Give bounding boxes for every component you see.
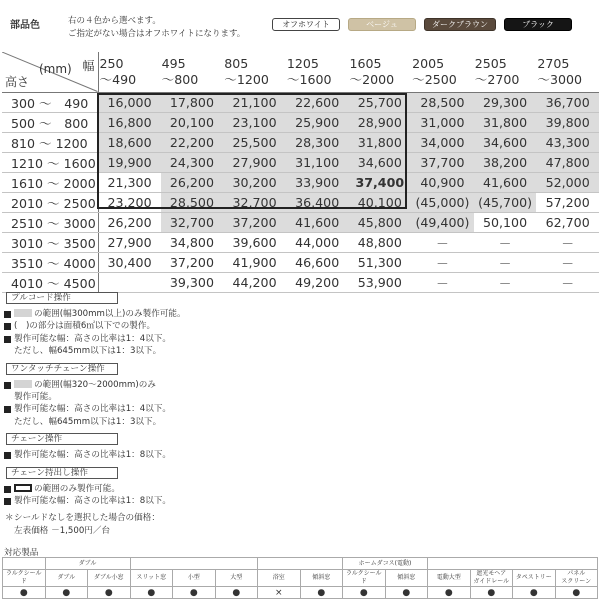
note-line: 製作可能。 [14,392,57,403]
price-cell: 23,100 [223,112,286,132]
compat-mark: ● [300,587,343,599]
compat-mark: ● [428,587,471,599]
color-note [68,15,245,41]
price-cell: 45,800 [349,212,412,232]
compat-mark: ● [88,587,131,599]
price-cell: 48,800 [349,232,412,252]
note-line: 製作可能な幅：高さの比率は1：8以下。 [4,495,564,507]
price-cell: － [536,252,599,272]
compat-product-header: 浴室 [258,570,301,587]
price-cell: 29,300 [474,92,537,112]
price-cell: 17,800 [161,92,224,112]
price-cell: 18,600 [98,132,161,152]
notes-section [4,292,564,537]
color-swatch-beige[interactable]: ベージュ [348,18,416,31]
chain-heading: チェーン操作 [6,433,118,445]
price-cell: 49,200 [286,272,349,292]
price-cell: 22,600 [286,92,349,112]
table-row [2,232,599,252]
price-cell: 32,700 [161,212,224,232]
gray-range-sample-icon [14,380,32,388]
price-cell: 23,200 [98,192,161,212]
price-cell: － [411,252,474,272]
note-line: ( )の部分は面積6㎡以下での製作。 [4,320,564,332]
price-cell: 40,900 [411,172,474,192]
compat-products-title: 対応製品 [4,548,39,558]
price-cell: 33,900 [286,172,349,192]
price-cell: (45,000) [411,192,474,212]
square-bullet-icon [4,452,11,459]
height-row-label: 2010 ～ 2500 [2,192,98,212]
compat-products-table [2,557,598,599]
price-cell: (49,400) [411,212,474,232]
price-cell: 36,400 [286,192,349,212]
price-cell: 41,900 [223,252,286,272]
price-cell: 28,300 [286,132,349,152]
price-cell: 47,800 [536,152,599,172]
width-column-header: 2005 ～2500 [411,52,474,92]
table-row [2,112,599,132]
color-note-line2: ご指定がない場合はオフホワイトになります。 [68,29,246,39]
price-cell: 22,200 [161,132,224,152]
compat-group-header [428,558,598,570]
height-row-label: 300 ～ 490 [2,92,98,112]
price-cell: 21,100 [223,92,286,112]
price-cell: 19,900 [98,152,161,172]
height-row-label: 500 ～ 800 [2,112,98,132]
note-line: 製作可能な幅：高さの比率は1：8以下。 [4,449,564,461]
compat-mark: ● [470,587,513,599]
table-row [2,272,599,292]
price-cell: 30,400 [98,252,161,272]
note-line: 製作可能な幅：高さの比率は1：4以下。 [4,333,564,345]
compat-mark: ● [385,587,428,599]
price-cell: 50,100 [474,212,537,232]
price-cell: 39,600 [223,232,286,252]
price-cell: － [474,272,537,292]
price-cell: 28,500 [411,92,474,112]
price-cell: (45,700) [474,192,537,212]
price-cell: 46,600 [286,252,349,272]
color-section-title: 部品色 [10,20,40,31]
compat-product-header: タペストリー [513,570,556,587]
square-bullet-icon [4,486,11,493]
price-cell: 37,200 [161,252,224,272]
price-cell: － [536,272,599,292]
price-cell: 25,700 [349,92,412,112]
price-cell: 32,700 [223,192,286,212]
price-cell: － [536,232,599,252]
price-table [2,52,599,293]
height-row-label: 3510 ～ 4000 [2,252,98,272]
price-cell: 44,200 [223,272,286,292]
height-row-label: 1210 ～ 1600 [2,152,98,172]
price-cell: 34,000 [411,132,474,152]
compat-product-header: ラルクシールド [343,570,386,587]
compat-mark: × [258,587,301,599]
compat-product-header: 傾斜窓 [300,570,343,587]
compat-header-row [3,570,598,587]
table-row [2,212,599,232]
price-cell: 26,200 [98,212,161,232]
square-bullet-icon [4,498,11,505]
price-cell: 16,800 [98,112,161,132]
compat-mark: ● [45,587,88,599]
price-cell: 27,900 [98,232,161,252]
table-row [2,172,599,192]
price-cell: 34,600 [349,152,412,172]
gray-range-sample-icon [14,309,32,317]
square-bullet-icon [4,406,11,413]
pull-cord-heading: プルコード操作 [6,292,118,304]
price-cell: 24,300 [161,152,224,172]
compat-mark: ● [173,587,216,599]
unit-label: (mm) [39,62,72,76]
price-cell: 31,000 [411,112,474,132]
price-cell: 40,100 [349,192,412,212]
height-row-label: 3010 ～ 3500 [2,232,98,252]
price-cell: 57,200 [536,192,599,212]
compat-marks-row [3,587,598,599]
asterisk-icon: ＊ [5,513,14,524]
color-swatch-off-white[interactable]: オフホワイト [272,18,340,31]
price-cell: 36,700 [536,92,599,112]
price-cell: 34,600 [474,132,537,152]
width-column-header: 805 ～1200 [223,52,286,92]
square-bullet-icon [4,382,11,389]
table-row [2,152,599,172]
price-cell: 34,800 [161,232,224,252]
width-column-header: 2705 ～3000 [536,52,599,92]
note-line: の範囲のみ製作可能。 [4,483,564,495]
price-cell: 41,600 [474,172,537,192]
table-row [2,132,599,152]
price-cell: 27,900 [223,152,286,172]
width-column-header: 495 ～800 [161,52,224,92]
color-swatch-black[interactable]: ブラック [504,18,572,31]
compat-group-header [258,558,343,570]
compat-product-header: パネル スクリーン [555,570,598,587]
height-row-label: 810 ～ 1200 [2,132,98,152]
price-cell: 62,700 [536,212,599,232]
compat-product-header: スリット窓 [130,570,173,587]
price-cell: 37,200 [223,212,286,232]
compat-group-header [3,558,46,570]
price-cell: 28,500 [161,192,224,212]
compat-product-header: 大型 [215,570,258,587]
width-column-header: 250 ～490 [98,52,161,92]
price-cell: 53,900 [349,272,412,292]
table-row [2,192,599,212]
compat-product-header: 遮光モヘア ガイドレール [470,570,513,587]
compat-product-header: ラルクシールド [3,570,46,587]
price-cell: － [474,252,537,272]
compat-product-header: ダブル小窓 [88,570,131,587]
price-cell: 37,700 [411,152,474,172]
price-cell: 52,000 [536,172,599,192]
price-cell: 39,800 [536,112,599,132]
price-cell: 30,200 [223,172,286,192]
color-options-section [10,14,590,46]
width-column-header: 1205 ～1600 [286,52,349,92]
square-bullet-icon [4,311,11,318]
price-cell: 51,300 [349,252,412,272]
chain-lift-heading: チェーン持出し操作 [6,467,118,479]
note-line: ただし、幅645mm以下は1：3以下。 [14,346,162,357]
note-line: の範囲(幅300mm以上)のみ製作可能。 [4,308,564,320]
price-cell: 39,300 [161,272,224,292]
compat-mark: ● [215,587,258,599]
width-column-header: 2505 ～2700 [474,52,537,92]
one-touch-chain-heading: ワンタッチチェーン操作 [6,363,118,375]
compat-group-header-row [3,558,598,570]
compat-product-header: 電動大型 [428,570,471,587]
price-cell: 26,200 [161,172,224,192]
compat-product-header: ダブル [45,570,88,587]
note-line: の範囲(幅320～2000mm)のみ [4,379,564,391]
price-cell: － [474,232,537,252]
height-row-label: 2510 ～ 3000 [2,212,98,232]
compat-group-header: ホームダコス(電動) [343,558,428,570]
height-axis-label: 高さ [5,74,30,89]
price-cell [98,272,161,292]
price-cell: 28,900 [349,112,412,132]
compat-group-header: ダブル [45,558,130,570]
square-bullet-icon [4,336,11,343]
square-bullet-icon [4,323,11,330]
compat-mark: ● [555,587,598,599]
compat-mark: ● [3,587,46,599]
price-cell: 43,300 [536,132,599,152]
compat-mark: ● [130,587,173,599]
color-swatch-dark-brown[interactable]: ダークブラウン [424,18,496,31]
price-cell: － [411,272,474,292]
price-cell: 21,300 [98,172,161,192]
height-row-label: 4010 ～ 4500 [2,272,98,292]
price-cell: 25,500 [223,132,286,152]
price-cell: 31,800 [474,112,537,132]
price-cell: 25,900 [286,112,349,132]
outlined-range-sample-icon [14,484,32,492]
compat-mark: ● [343,587,386,599]
width-column-header: 1605 ～2000 [349,52,412,92]
compat-product-header: 小型 [173,570,216,587]
price-cell: 20,100 [161,112,224,132]
note-line: 左表価格 －1,500円／台 [14,525,111,536]
price-cell: 38,200 [474,152,537,172]
price-cell: 31,100 [286,152,349,172]
table-row [2,252,599,272]
price-cell: 16,000 [98,92,161,112]
compat-mark: ● [513,587,556,599]
price-cell: 44,000 [286,232,349,252]
price-table-header-row [2,52,599,92]
height-row-label: 1610 ～ 2000 [2,172,98,192]
compat-group-header [130,558,258,570]
price-cell: 41,600 [286,212,349,232]
price-cell: － [411,232,474,252]
compat-product-header: 傾斜窓 [385,570,428,587]
color-note-line1: 右の４色から選べます。 [68,16,161,26]
price-cell-highlight: 37,400 [349,172,412,192]
width-axis-label: 幅 [82,59,95,73]
note-line: ＊ シールドなしを選択した場合の価格： [5,513,160,524]
price-cell: 31,800 [349,132,412,152]
note-line: ただし、幅645mm以下は1：3以下。 [14,416,162,427]
table-row [2,92,599,112]
note-line: 製作可能な幅：高さの比率は1：4以下。 [4,403,564,415]
table-corner [2,52,98,92]
